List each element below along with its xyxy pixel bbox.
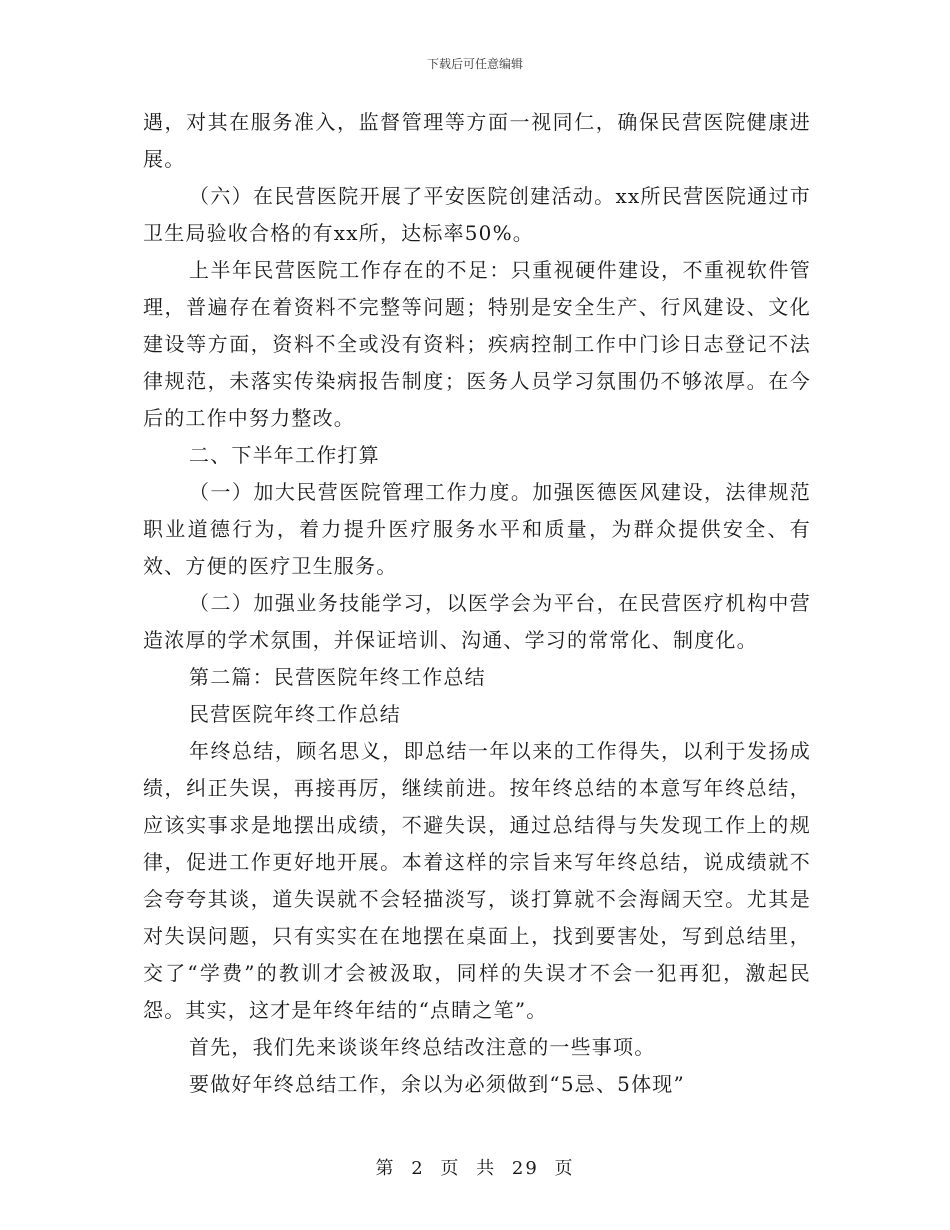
footer-word: 页: [440, 1158, 461, 1179]
paragraph: （一）加大民营医院管理工作力度。加强医德医风建设，法律规范职业道德行为，着力提升医疗服务水平和质量，为群众提供安全、有效、方便的医疗卫生服务。: [143, 480, 811, 578]
paragraph: 年终总结，顾名思义，即总结一年以来的工作得失，以利于发扬成绩，纠正失误，再接再厉，继续前进。按年终总结的本意写年终总结，应该实事求是地摆出成绩，不避失误，通过总结得与失发现工作上的规律，促进工作更好地开展。本着这样的宗旨来写年终总结，说成绩就不会夸夸其谈，道失误就不会轻描淡写，谈打算就不会海阔天空。尤其是对失误问题，只有实实在在地摆在桌面上，找到要害处，写到总结里，交了“学费”的教训才会被汲取，同样的失误才不会一犯再犯，激起民怨。其实，这才是年终年结的“点睛之笔”。: [143, 739, 811, 1022]
paragraph: （二）加强业务技能学习，以医学会为平台，在民营医疗机构中营造浓厚的学术氛围，并保证培训、沟通、学习的常常化、制度化。: [143, 591, 811, 652]
page-header: 下载后可任意编辑: [426, 57, 523, 71]
document-title: 民营医院年终工作总结: [189, 702, 401, 726]
footer-word: 共: [476, 1158, 497, 1179]
paragraph: （六）在民营医院开展了平安医院创建活动。xx所民营医院通过市卫生局验收合格的有xx所，达标率50%。: [143, 184, 811, 245]
paragraph: 要做好年终总结工作，余以为必须做到“5忌、5体现”: [189, 1072, 685, 1096]
footer-word: 第: [375, 1158, 396, 1179]
paragraph: 遇，对其在服务准入，监督管理等方面一视同仁，确保民营医院健康进展。: [143, 110, 811, 171]
section-heading: 二、下半年工作打算: [189, 443, 380, 467]
paragraph: 上半年民营医院工作存在的不足：只重视硬件建设，不重视软件管理，普遍存在着资料不完整等问题；特别是安全生产、行风建设、文化建设等方面，资料不全或没有资料；疾病控制工作中门诊日志登记不法律规范，未落实传染病报告制度；医务人员学习氛围仍不够浓厚。在今后的工作中努力整改。: [143, 258, 811, 430]
paragraph: 首先，我们先来谈谈年终总结改注意的一些事项。: [189, 1035, 656, 1059]
page-footer: [0, 1154, 950, 1180]
footer-word: 页: [554, 1158, 575, 1179]
document-body: [143, 104, 811, 1103]
current-page-number: 2: [411, 1158, 425, 1179]
total-page-count: 29: [511, 1158, 539, 1179]
chapter-heading: 第二篇：民营医院年终工作总结: [189, 665, 486, 689]
